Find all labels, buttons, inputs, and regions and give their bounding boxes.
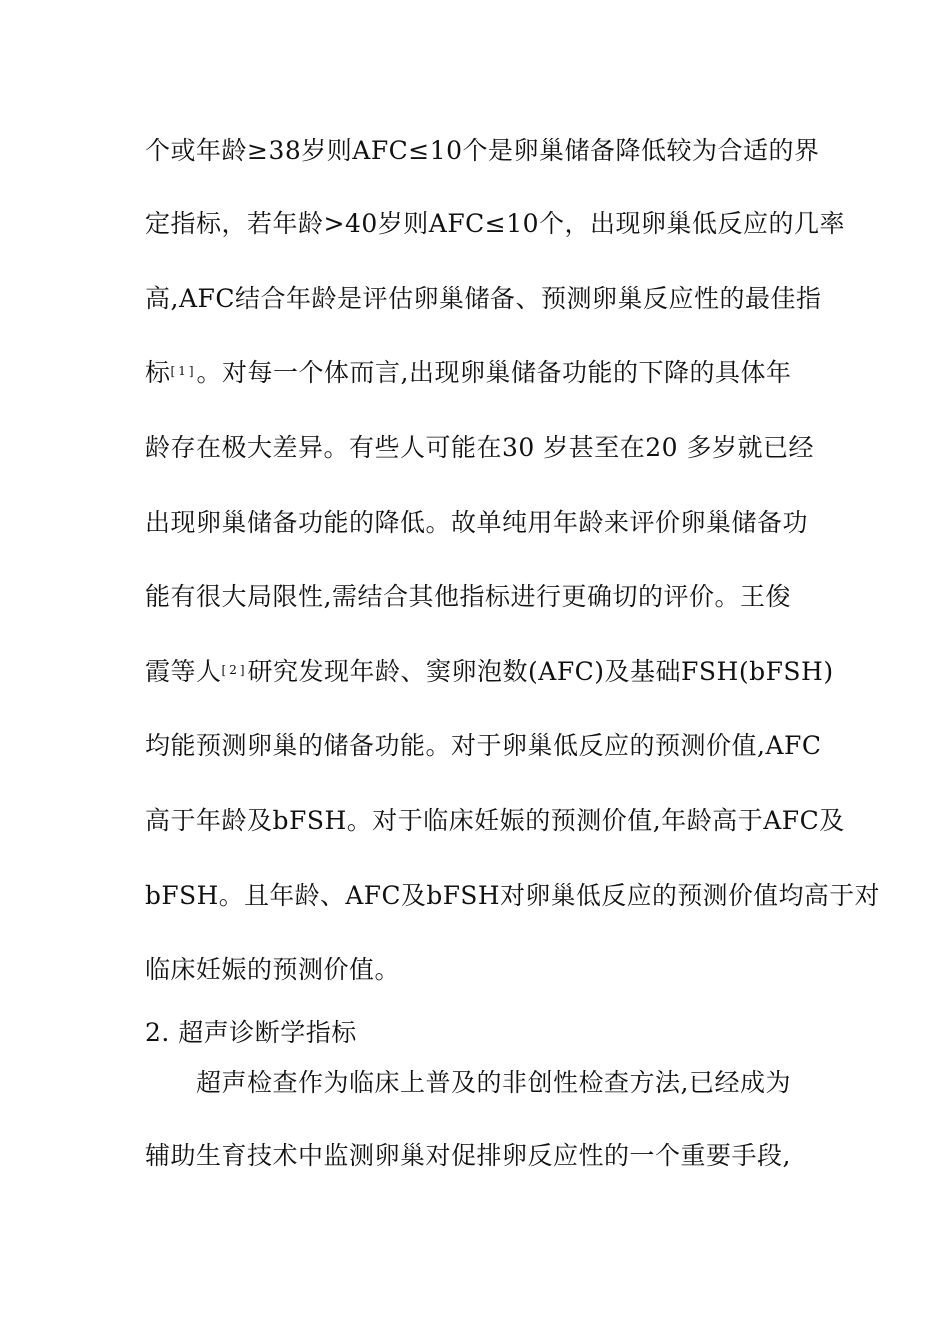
text-line-5: 龄存在极大差异。有些人可能在30 岁甚至在20 多岁就已经 <box>145 433 815 462</box>
paragraph-2-line-1: 超声检查作为临床上普及的非创性检查方法,已经成为 <box>196 1068 791 1097</box>
text-line-1: 个或年龄≥38岁则AFC≤10个是卵巢储备降低较为合适的界 <box>145 136 820 165</box>
text-line-10: 高于年龄及bFSH。对于临床妊娠的预测价值,年龄高于AFC及 <box>145 806 845 835</box>
section-heading: 2. 超声诊断学指标 <box>145 1018 357 1047</box>
text-line-12: 临床妊娠的预测价值。 <box>145 955 401 984</box>
text-line-11: bFSH。且年龄、AFC及bFSH对卵巢低反应的预测价值均高于对 <box>145 881 880 910</box>
text-line-2: 定指标，若年龄>40岁则AFC≤10个，出现卵巢低反应的几率 <box>145 209 846 238</box>
citation-ref-1: [1] <box>170 364 197 378</box>
text-line-7: 能有很大局限性,需结合其他指标进行更确切的评价。王俊 <box>145 582 791 611</box>
text-line-6: 出现卵巢储备功能的降低。故单纯用年龄来评价卵巢储备功 <box>145 508 809 537</box>
paragraph-2-line-2: 辅助生育技术中监测卵巢对促排卵反应性的一个重要手段, <box>145 1141 791 1170</box>
text-line-3: 高,AFC结合年龄是评估卵巢储备、预测卵巢反应性的最佳指 <box>145 284 822 313</box>
text-line-9: 均能预测卵巢的储备功能。对于卵巢低反应的预测价值,AFC <box>145 731 822 760</box>
text-line-8: 霞等人[2]研究发现年龄、窦卵泡数(AFC)及基础FSH(bFSH) <box>145 657 834 686</box>
citation-ref-2: [2] <box>221 663 248 677</box>
text-line-4: 标[1]。对每一个体而言,出现卵巢储备功能的下降的具体年 <box>145 358 792 387</box>
